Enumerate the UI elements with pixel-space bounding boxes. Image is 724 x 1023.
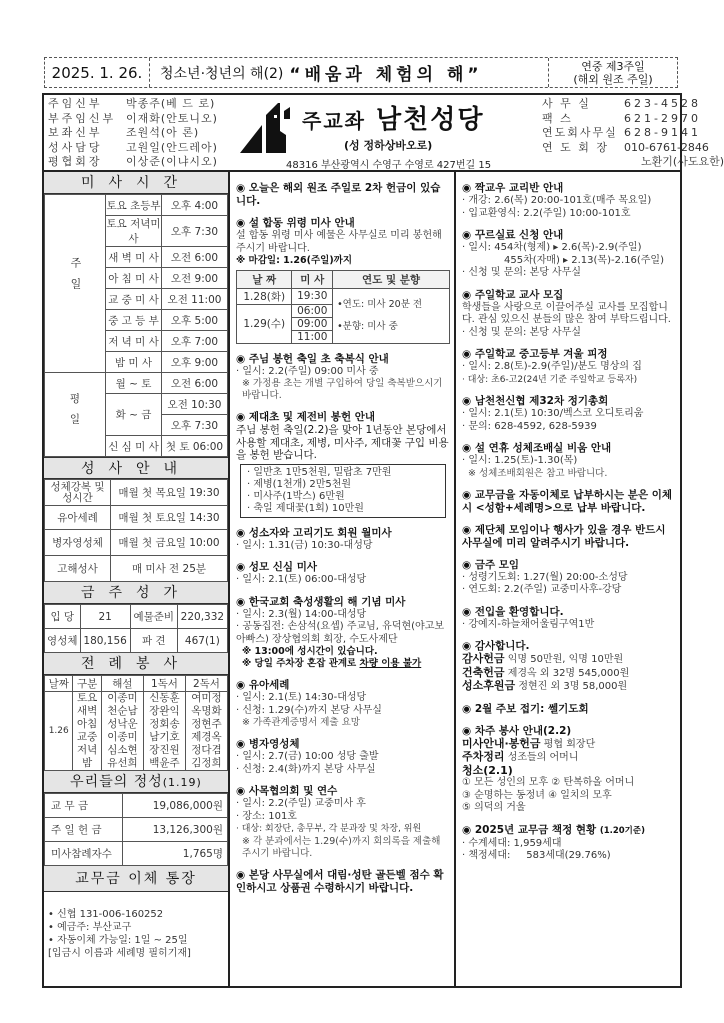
bank-holder: • 예금주: 부산교구 [48, 922, 132, 933]
notice-title [462, 824, 678, 838]
notice-line: 455차(자매) ▸ 2.13(목)-2.16(주일) [504, 254, 664, 266]
notice-line: · 공동집전: 손삼석(요셉) 주교님, 유덕현(야고보 아빠스) 장상협의회 회장, 수도사제단 [236, 621, 445, 645]
mass-times-heading: 미사시간 [44, 172, 228, 194]
notice-title: ◉ 성모 신심 미사 [236, 561, 450, 574]
theme-title: “배움과 체험의 해” [289, 65, 483, 85]
memorial-date: 1.28(화) [237, 288, 292, 304]
contact-row [542, 97, 724, 112]
hymns-table [44, 604, 228, 653]
liturgy-reader2 [185, 692, 227, 771]
memorial-time: 11:00 [292, 330, 333, 343]
price-line: · 일반초 1만5천원, 밀랍초 7만원 [247, 466, 392, 478]
offering-table [44, 793, 228, 866]
staff-row [48, 155, 218, 170]
church-title: 남천성당 [375, 105, 485, 135]
notice-autopay: ◉ 교무금을 자동이체로 납부하시는 분은 이체 시 <성함+세례명>으로 납부 바랍니다. [462, 489, 678, 515]
liturgy-header: 1독서 [143, 676, 185, 692]
memorial-notes [333, 288, 450, 343]
staff-name: 박종주(베 드 로) [126, 97, 216, 110]
sacrament-name: 병자영성체 [45, 530, 111, 556]
notice-title: ◉ 유아세례 [236, 679, 450, 692]
service-label: 주차정리 [462, 750, 505, 763]
church-logo-icon [240, 101, 300, 157]
liturgy-header: 해설 [101, 676, 143, 692]
liturgy-header: 날짜 [45, 676, 73, 692]
notice-line: · 책정세대: 583세대(29.76%) [462, 850, 611, 861]
bulletin-header [44, 57, 678, 88]
notice-title: ◉ 전입을 환영합니다. [462, 606, 678, 619]
memorial-time: 06:00 [292, 304, 333, 317]
liturgy-type: 아침 [77, 718, 98, 730]
notice-title: ◉ 제대초 및 제전비 봉헌 안내 [236, 411, 450, 424]
mass-time: 오전 10:30 [162, 394, 228, 415]
contact-label: 연 도 회 장 [542, 140, 609, 154]
notice-title: ◉ 금주 모임 [462, 559, 678, 572]
commentator: 천순남 [107, 705, 138, 717]
notice-star: ※ 가정용 초는 개별 구입하여 당일 축복받으시기 바랍니다. [242, 378, 443, 401]
staff-row [48, 112, 218, 127]
notice-line: · 연도회: 2.2(주일) 교중미사후-강당 [462, 584, 622, 595]
contact-label: 연도회사무실 [542, 126, 618, 140]
commentator: 이종미 [107, 692, 138, 704]
notice-title: ◉ 설 연휴 성체조배실 비움 안내 [462, 442, 678, 455]
offering-heading [44, 771, 228, 793]
notice-line: · 대상: 초6-고2(24년 기준 주일학교 등록자) [462, 374, 638, 385]
staff-row [48, 97, 218, 112]
issue-date: 2025. 1. 26. [45, 58, 150, 87]
commentator: 유선희 [107, 757, 138, 769]
notice-title: ◉ 병자영성체 [236, 738, 450, 751]
offering-value: 1,765명 [123, 842, 228, 866]
notice-title: ◉ 짝교우 교리반 안내 [462, 182, 678, 195]
bank-autopay: • 자동이체 가능일: 1일 ~ 25일 [48, 935, 188, 946]
notice-line: · 수계세대: 1,959세대 [462, 837, 562, 849]
mass-name: 새 벽 미 사 [106, 247, 162, 268]
week-line2: (해외 원조 주일) [573, 72, 653, 86]
notice-line: · 일시: 2.2(주일) 09:00 미사 중 [236, 365, 379, 377]
reader: 김정희 [191, 757, 222, 769]
hymn-number: 467(1) [177, 629, 227, 653]
service-row [462, 751, 678, 765]
mass-time: 오후 9:00 [162, 352, 228, 373]
weekday-label-text: 평일 [68, 392, 81, 434]
notice-star-text: ※ 당일 주차장 혼잡 관계로 [242, 658, 360, 669]
sacrament-time: 매월 첫 금요일 10:00 [111, 530, 228, 556]
commentator: 성낙운 [107, 718, 138, 730]
left-column [44, 172, 230, 987]
staff-name: 이재화(안토니오) [126, 111, 218, 125]
service-label: 미사안내·봉헌금 [462, 736, 541, 750]
notice-star: ※ 13:00에 성시간이 있습니다. [242, 646, 378, 657]
mass-times-table [44, 194, 228, 457]
notice-title: ◉ 남천천신협 제32차 정기총회 [462, 395, 678, 408]
staff-row [48, 126, 218, 141]
notice-line: · 성령기도회: 1.27(월) 20:00-소성당 [462, 571, 628, 583]
sacrament-time: 매월 첫 토요일 14:30 [111, 506, 228, 530]
offering-value: 13,126,300원 [123, 818, 228, 842]
right-column [458, 172, 682, 987]
price-line: · 미사주(1박스) 6만원 [247, 490, 345, 502]
contact-row [542, 155, 724, 170]
reader: 남기호 [149, 731, 180, 743]
notice-title: ◉ 설 합동 위령 미사 안내 [236, 217, 450, 230]
contact-list [542, 97, 724, 170]
mass-name: 저 녁 미 사 [106, 331, 162, 352]
mass-name: 화 ~ 금 [106, 394, 162, 436]
notice-title: ◉ 꾸르실료 신청 안내 [462, 229, 678, 242]
staff-list [48, 97, 218, 170]
contact-row [542, 126, 724, 141]
sacrament-name: 유아세례 [45, 506, 111, 530]
mass-name: 토요 초등부 [106, 195, 162, 216]
cleaning-line: ③ 순명하는 동정녀 ④ 일치의 모후 [462, 789, 612, 801]
notice-line: · 일시: 2.3(월) 14:00-대성당 [236, 608, 367, 620]
notice-line: · 신청 및 문의: 본당 사무실 [462, 326, 582, 338]
cleaning-label: 청소(2.1) [462, 763, 513, 777]
notice-title: ◉ 감사합니다. [462, 640, 678, 653]
commentator: 이종미 [107, 731, 138, 743]
hymn-label: 영성체 [45, 629, 81, 653]
mass-time: 오전 11:00 [162, 289, 228, 310]
bank-info [44, 892, 228, 960]
sunday-label [45, 195, 106, 373]
thanks-row [462, 653, 678, 667]
reader: 신동훈 [149, 692, 180, 704]
service-row [462, 738, 678, 752]
mass-time: 오후 4:00 [162, 195, 228, 216]
liturgy-header: 구분 [73, 676, 101, 692]
thanks-text: 제경옥 외 32명 545,000원 [507, 667, 630, 679]
table-header: 미 사 [292, 270, 333, 288]
mass-name: 중 고 등 부 [106, 310, 162, 331]
notice-text: 학생들을 사랑으로 이끌어주실 교사를 모집합니다. 관심 있으신 분들의 많은 참여 부탁드립니다. [462, 301, 671, 325]
notice-line: · 문의: 628-4592, 628-5939 [462, 420, 597, 432]
offering-date: (1.19) [162, 776, 202, 789]
contact-value: 628-9141 [624, 126, 701, 140]
church-patron: (성 정하상바오로) [344, 139, 433, 152]
hymn-number: 220,332 [177, 605, 227, 629]
hymn-number: 21 [80, 605, 130, 629]
memorial-time: 19:30 [292, 288, 333, 304]
bank-note: [입금시 이름과 세례명 필히기재] [48, 948, 191, 959]
mass-time: 오후 5:00 [162, 310, 228, 331]
liturgical-week [549, 58, 677, 87]
notice-second-collection: ◉ 오늘은 해외 원조 주일로 2차 헌금이 있습니다. [236, 182, 450, 208]
contact-label: 팩 스 [542, 111, 573, 125]
notice-line: · 일시: 2.8(토)-2.9(주일)/분도 명상의 집 [462, 361, 642, 372]
contact-note: 노환기(사도요한) [641, 155, 724, 169]
notice-line: · 신청: 2.4(화)까지 본당 사무실 [236, 763, 376, 775]
year-theme [150, 58, 549, 87]
notice-title: ◉ 2월 주보 접기: 쎌기도회 [462, 703, 678, 716]
offering-title: 우리들의 정성 [70, 774, 163, 790]
staff-role: 주임신부 [48, 97, 103, 110]
staff-row [48, 141, 218, 156]
thanks-row [462, 667, 678, 681]
table-header: 연도 및 분향 [333, 270, 450, 288]
liturgy-types [73, 692, 101, 771]
liturgy-type: 밤 [82, 757, 93, 769]
staff-role: 평협회장 [48, 155, 103, 169]
middle-column [232, 172, 456, 987]
mass-time: 오후 7:00 [162, 331, 228, 352]
notice-line: · 일시: 2.1(토) 06:00-대성당 [236, 574, 367, 585]
hymn-label: 입 당 [45, 605, 81, 629]
mass-time: 오후 7:30 [162, 415, 228, 436]
liturgy-type: 교중 [77, 731, 98, 743]
church-name [302, 99, 484, 136]
thanks-label: 건축헌금 [462, 665, 505, 679]
notice-line: · 일시: 2.2(주일) 교중미사 후 [236, 798, 366, 809]
mass-name: 밤 미 사 [106, 352, 162, 373]
staff-role: 성사담당 [48, 140, 103, 154]
service-text: 평협 회장단 [543, 738, 596, 750]
reader: 여미정 [191, 692, 222, 704]
liturgy-reader1 [143, 692, 185, 771]
notice-star: ※ 가족관계증명서 제출 요망 [242, 717, 360, 728]
reader: 장완익 [149, 705, 180, 717]
bulletin-body [42, 171, 682, 988]
price-line: · 축일 제대꽃(1회) 10만원 [247, 502, 364, 514]
offering-label: 주 일 헌 금 [45, 818, 123, 842]
mass-time: 오전 6:00 [162, 247, 228, 268]
liturgy-type: 저녁 [77, 744, 98, 756]
notice-title: ◉ 주일학교 교사 모집 [462, 289, 678, 302]
reader: 제경옥 [191, 731, 222, 743]
notice-line: · 일시: 2.7(금) 10:00 성당 출발 [236, 751, 379, 762]
hymn-label: 예물준비 [130, 605, 177, 629]
contact-row [542, 141, 724, 156]
thanks-row [462, 680, 678, 694]
thanks-label: 감사헌금 [462, 652, 505, 665]
notice-line: · 개강: 2.6(목) 20:00-101호(매주 목요일) [462, 195, 652, 206]
notice-title: ◉ 주일학교 중고등부 겨울 피정 [462, 348, 678, 361]
reader: 옥명화 [191, 705, 222, 717]
theme-prefix: 청소년·청년의 해(2) [160, 65, 284, 82]
notice-line: · 일시: 1.31(금) 10:30-대성당 [236, 539, 373, 551]
liturgy-header: 2독서 [185, 676, 227, 692]
notice-line: · 신청: 1.29(수)까지 본당 사무실 [236, 704, 382, 716]
mass-name: 월 ~ 토 [106, 373, 162, 394]
offering-label: 교 무 금 [45, 794, 123, 818]
cleaning-line: ⑤ 의덕의 거울 [462, 802, 526, 813]
mass-time: 첫 토 06:00 [162, 436, 228, 457]
hymn-label: 파 견 [130, 629, 177, 653]
mass-name: 신 심 미 사 [106, 436, 162, 457]
notice-line: · 일시: 2.1(토) 10:30/벡스코 오디토리움 [462, 408, 644, 419]
contact-label: 사 무 실 [542, 97, 591, 110]
offering-value: 19,086,000원 [123, 794, 228, 818]
thanks-label: 성소후원금 [462, 679, 516, 692]
notice-star: ※ 각 분과에서는 1.29(수)까지 회의록을 제출해 주시기 바랍니다. [242, 835, 441, 859]
notice-line: · 일시: 454차(형제) ▸ 2.6(목)-2.9(주일) [462, 242, 642, 253]
offering-label: 미사참례자수 [45, 842, 123, 866]
notice-title: ◉ 한국교회 축성생활의 해 기념 미사 [236, 596, 450, 609]
notice-line: · 입교환영식: 2.2(주일) 10:00-101호 [462, 207, 631, 219]
mass-name: 토요 저녁미사 [106, 216, 162, 247]
notice-title: ◉ 주님 봉헌 축일 초 축복식 안내 [236, 353, 450, 366]
sunday-label-text: 주일 [69, 256, 82, 299]
offering-price-box [240, 464, 446, 518]
memorial-time: 09:00 [292, 317, 333, 330]
liturgy-date: 1.26 [45, 692, 73, 771]
memorial-mass-table [236, 270, 450, 344]
thanks-text: 익명 50만원, 익명 10만원 [507, 654, 624, 665]
sacrament-name: 성체강복 및 성시간 [45, 480, 111, 506]
notice-title: ◉ 성소자와 고리기도 회원 월미사 [236, 527, 450, 540]
hymn-number: 180,156 [80, 629, 130, 653]
mass-time: 오전 6:00 [162, 373, 228, 394]
sacraments-table [44, 479, 228, 582]
notice-star: ※ 성체조배회원은 참고 바랍니다. [468, 467, 608, 479]
contact-value: 010-6761-2846 [624, 140, 709, 154]
contact-row [542, 112, 724, 127]
notice-line: · 대상: 회장단, 총무부, 각 분과장 및 차장, 위원 [236, 824, 422, 834]
liturgy-type: 토요 [77, 692, 98, 704]
staff-name: 조원석(아 론) [126, 126, 200, 140]
sacrament-name: 고해성사 [45, 556, 111, 582]
notice-star [236, 658, 450, 670]
service-text: 성조들의 어머니 [507, 752, 579, 763]
notice-line: · 신청 및 문의: 본당 사무실 [462, 267, 582, 278]
memorial-note: •연도: 미사 20분 전 [337, 298, 423, 310]
notice-text: 주님 봉헌 축일(2.2)을 맞아 1년동안 본당에서 사용할 제대초, 제병, 미사주, 제대꽃 구입 비용을 봉헌 받습니다. [236, 424, 449, 461]
mass-time: 오전 9:00 [162, 268, 228, 289]
reader: 정다겸 [191, 744, 222, 756]
thanks-text: 정현진 외 3명 58,000원 [518, 681, 628, 692]
notice-line: · 장소: 101호 [236, 810, 297, 822]
sacrament-time: 매 미사 전 25분 [111, 556, 228, 582]
notice-deadline: ※ 마감일: 1.26(주일)까지 [236, 255, 353, 266]
sacraments-heading: 성사안내 [44, 457, 228, 479]
church-address: 48316 부산광역시 수영구 수영로 427번길 15 [286, 160, 492, 171]
reader: 장진원 [149, 744, 180, 756]
notice-title: ◉ 사목협의회 및 연수 [236, 785, 450, 798]
reader: 백윤주 [149, 757, 180, 769]
church-info [42, 93, 724, 171]
mass-name: 아 침 미 사 [106, 268, 162, 289]
dues-note: (1.20기준) [599, 825, 645, 836]
week-line1: 연중 제3주일 [581, 59, 645, 73]
notice-line: · 강예지-하늘채어울림구역1반 [462, 618, 595, 630]
staff-name: 이상준(이냐시오) [126, 155, 218, 169]
commentator: 심소현 [107, 744, 138, 756]
notice-group-events: ◉ 제단체 모임이나 행사가 있을 경우 반드시 사무실에 미리 알려주시기 바랍니다. [462, 524, 678, 550]
sacrament-time: 매월 첫 목요일 19:30 [111, 480, 228, 506]
notice-text: 설 합동 위령 미사 예물은 사무실로 미리 봉헌해 주시기 바랍니다. [236, 230, 442, 254]
cleaning-line: ① 모든 성인의 모후 ② 탄복하올 어머니 [462, 777, 635, 788]
liturgy-commentators [101, 692, 143, 771]
dues-title: 2025년 교무금 책정 현황 [474, 823, 597, 836]
notice-golden-bell: ◉ 본당 사무실에서 대림·성탄 골든벨 점수 확인하시고 상품권 수령하시기 바랍니다. [236, 869, 450, 895]
bank-heading: 교무금 이체 통장 [44, 866, 228, 892]
memorial-note: •분향: 미사 중 [337, 320, 398, 332]
staff-name: 고원일(안드레아) [126, 140, 218, 154]
price-line: · 제병(1천개) 2만5천원 [247, 478, 352, 490]
liturgy-heading: 전례봉사 [44, 653, 228, 675]
notice-line: · 일시: 1.25(토)-1.30(목) [462, 455, 578, 466]
bank-account: • 신협 131-006-160252 [48, 909, 164, 920]
reader: 정회송 [149, 718, 180, 730]
notice-title: ◉ 차주 봉사 안내(2.2) [462, 725, 678, 738]
liturgy-type: 새벽 [77, 705, 98, 717]
staff-role: 부주임신부 [48, 111, 117, 125]
contact-value: 621-2970 [624, 111, 701, 125]
staff-role: 보좌신부 [48, 126, 103, 140]
memorial-date: 1.29(수) [237, 304, 292, 343]
mass-name: 교 중 미 사 [106, 289, 162, 310]
liturgy-table [44, 675, 228, 771]
reader: 정현주 [191, 718, 222, 730]
hymns-heading: 금주성가 [44, 582, 228, 604]
table-header: 날 짜 [237, 270, 292, 288]
contact-value: 623-4528 [624, 97, 701, 110]
weekday-label [45, 373, 106, 457]
mass-time: 오후 7:30 [162, 216, 228, 247]
no-parking-warning: 차량 이용 불가 [359, 658, 422, 669]
notice-line: · 일시: 2.1(토) 14:30-대성당 [236, 692, 367, 703]
church-prefix: 주교좌 [302, 109, 366, 133]
